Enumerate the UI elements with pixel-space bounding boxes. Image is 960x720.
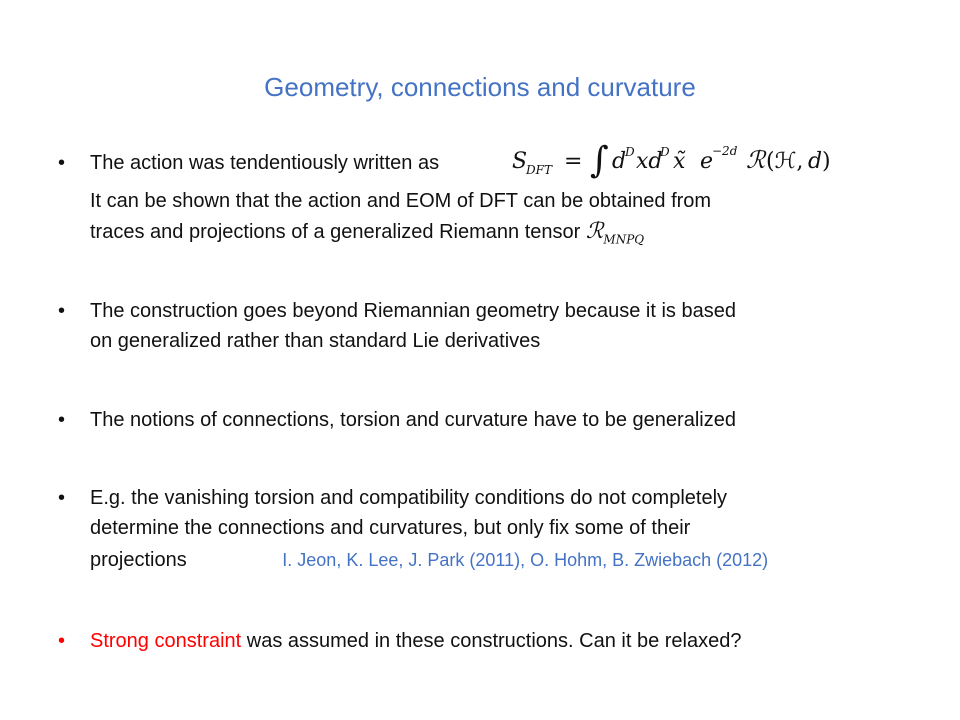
bullet-5-line-1 bbox=[90, 631, 741, 651]
action-formula-svg bbox=[508, 138, 928, 184]
svg-text:DFT: DFT bbox=[526, 163, 552, 177]
svg-text:): ) bbox=[822, 149, 831, 174]
bullet-4-line-1: E.g. the vanishing torsion and compatibility conditions do not completely bbox=[90, 487, 728, 509]
svg-text:(ℋ,: (ℋ, bbox=[766, 149, 804, 174]
bullet-1-line-1: The action was tendentiously written as bbox=[90, 152, 440, 174]
bullet-2-line-1: The construction goes beyond Riemannian geometry because it is based bbox=[90, 300, 736, 322]
bullet-marker: • bbox=[58, 630, 66, 652]
bullet-4-line-2: determine the connections and curvatures, but only fix some of their bbox=[90, 517, 691, 539]
svg-text:D: D bbox=[625, 145, 635, 159]
bullet-4-line-3-text: projections bbox=[90, 549, 187, 571]
svg-text:∫: ∫ bbox=[590, 140, 609, 181]
svg-text:=: = bbox=[564, 149, 583, 174]
riemann-tensor-symbol: ℛ$_{MNPQ}$ bbox=[585, 219, 645, 247]
bullet-2-line-2: on generalized rather than standard Lie derivatives bbox=[90, 330, 541, 352]
citation: I. Jeon, K. Lee, J. Park (2011), O. Hohm, B. Zwiebach (2012) bbox=[282, 550, 769, 570]
strong-constraint-highlight: Strong constraint bbox=[90, 630, 242, 652]
svg-text:−2d: −2d bbox=[712, 144, 738, 158]
bullet-3-line-1: The notions of connections, torsion and curvature have to be generalized bbox=[90, 409, 736, 431]
svg-text:d: d bbox=[612, 149, 627, 174]
svg-text:x̃: x̃ bbox=[673, 149, 686, 174]
slide-title: Geometry, connections and curvature bbox=[264, 72, 696, 102]
svg-text:d: d bbox=[808, 149, 823, 174]
bullet-4-line-3 bbox=[90, 550, 768, 570]
svg-text:e: e bbox=[700, 149, 714, 174]
svg-text:ℛ: ℛ bbox=[746, 146, 766, 174]
svg-text:xd: xd bbox=[636, 149, 663, 174]
svg-text:S: S bbox=[512, 149, 528, 174]
action-formula bbox=[508, 138, 928, 184]
bullet-5-rest: was assumed in these constructions. Can it be relaxed? bbox=[241, 630, 742, 652]
bullet-marker: • bbox=[58, 487, 66, 509]
svg-text:D: D bbox=[660, 145, 670, 159]
bullet-1-line-3 bbox=[90, 221, 644, 245]
bullet-marker: • bbox=[58, 409, 66, 431]
bullet-marker: • bbox=[58, 300, 66, 322]
bullet-1-line-3-text: traces and projections of a generalized Riemann tensor bbox=[90, 221, 581, 243]
bullet-1-line-2: It can be shown that the action and EOM of DFT can be obtained from bbox=[90, 190, 712, 212]
bullet-marker: • bbox=[58, 152, 66, 174]
